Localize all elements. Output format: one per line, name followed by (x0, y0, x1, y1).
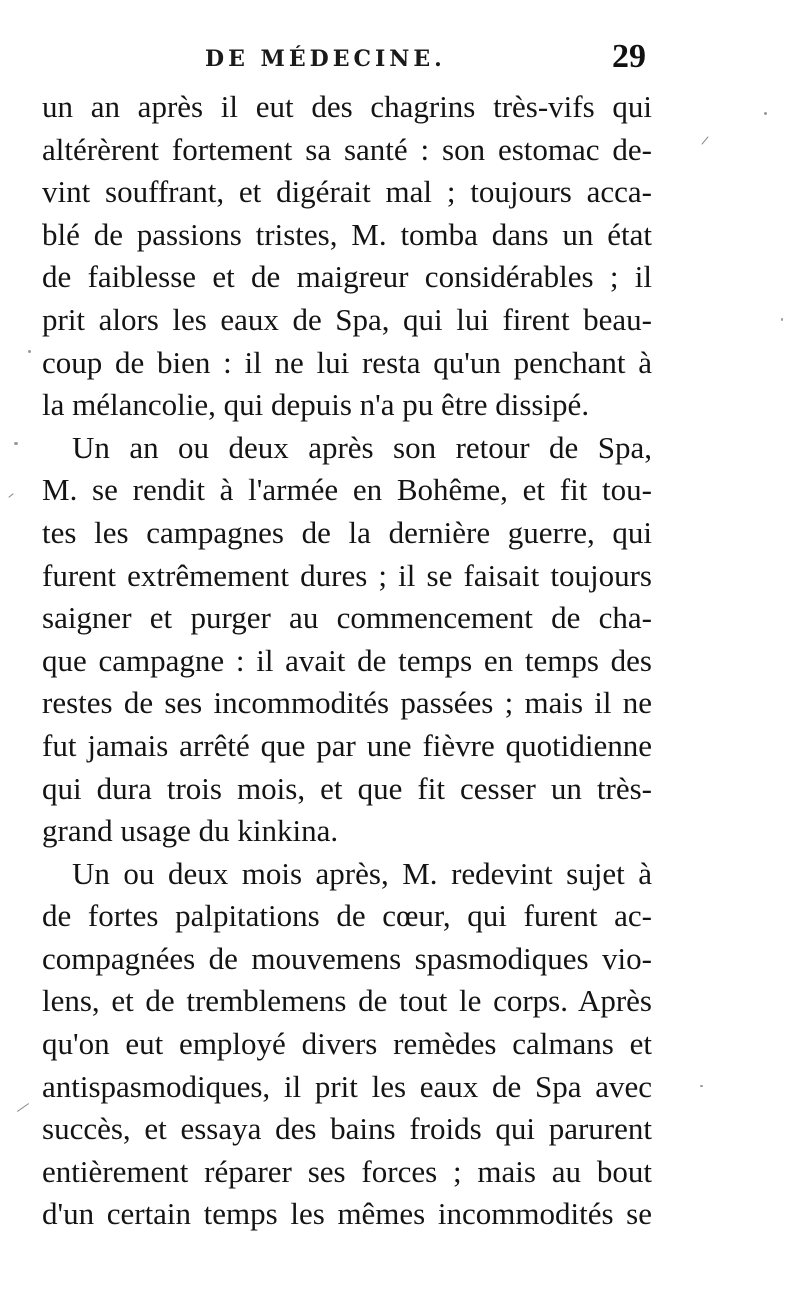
paragraph-1 (42, 86, 652, 427)
text-line: entièrement réparer ses forces ; mais au bout (42, 1153, 652, 1189)
text-line: qu'on eut employé divers remèdes calmans et (42, 1026, 652, 1062)
paragraph-3 (42, 853, 652, 1236)
page-number: 29 (612, 38, 646, 75)
text-line: compagnées de mouvemens spasmodiques vio- (42, 940, 652, 976)
text-line: vint souffrant, et digérait mal ; toujours acca- (42, 174, 652, 210)
text-line: restes de ses incommodités passées ; mais il ne (42, 685, 652, 721)
page-header (0, 36, 800, 80)
text-line: altérèrent fortement sa santé : son estomac de- (42, 131, 652, 167)
text-line: M. se rendit à l'armée en Bohême, et fit tou- (42, 472, 652, 508)
text-line: lens, et de tremblemens de tout le corps. Après (42, 983, 652, 1019)
text-line: que campagne : il avait de temps en temps des (42, 642, 652, 678)
text-line: succès, et essaya des bains froids qui parurent (42, 1111, 652, 1147)
scan-mark (701, 136, 708, 144)
text-line: qui dura trois mois, et que fit cesser un très- (42, 770, 652, 806)
text-line: furent extrêmement dures ; il se faisait toujours (42, 557, 652, 593)
text-line: saigner et purger au commencement de cha- (42, 600, 652, 636)
text-line: prit alors les eaux de Spa, qui lui firent beau- (42, 301, 652, 337)
scan-speck (700, 1085, 703, 1087)
body-text (42, 86, 652, 1236)
text-line: la mélancolie, qui depuis n'a pu être dissipé. (42, 387, 590, 423)
text-line: fut jamais arrêté que par une fièvre quotidienne (42, 727, 652, 763)
text-line: Un an ou deux après son retour de Spa, (72, 429, 652, 465)
paragraph-2 (42, 427, 652, 853)
text-line: un an après il eut des chagrins très-vifs qui (42, 89, 652, 124)
scan-speck (14, 442, 18, 445)
scan-speck (781, 318, 783, 321)
scan-speck (28, 350, 31, 353)
text-line: grand usage du kinkina. (42, 813, 339, 849)
text-line: antispasmodiques, il prit les eaux de Spa avec (42, 1068, 652, 1104)
scan-mark (8, 493, 13, 498)
running-title: DE MÉDECINE. (205, 46, 446, 72)
text-line: blé de passions tristes, M. tomba dans un état (42, 216, 652, 252)
text-line: de fortes palpitations de cœur, qui furent ac- (42, 898, 652, 934)
text-line: coup de bien : il ne lui resta qu'un penchant à (42, 344, 652, 380)
text-line: de faiblesse et de maigreur considérables ; il (42, 259, 652, 295)
scan-speck (764, 112, 767, 115)
text-line: d'un certain temps les mêmes incommodités se (42, 1196, 652, 1232)
text-line: Un ou deux mois après, M. redevint sujet à (72, 855, 652, 891)
text-line: tes les campagnes de la dernière guerre, qui (42, 514, 652, 550)
scan-mark (17, 1103, 29, 1112)
